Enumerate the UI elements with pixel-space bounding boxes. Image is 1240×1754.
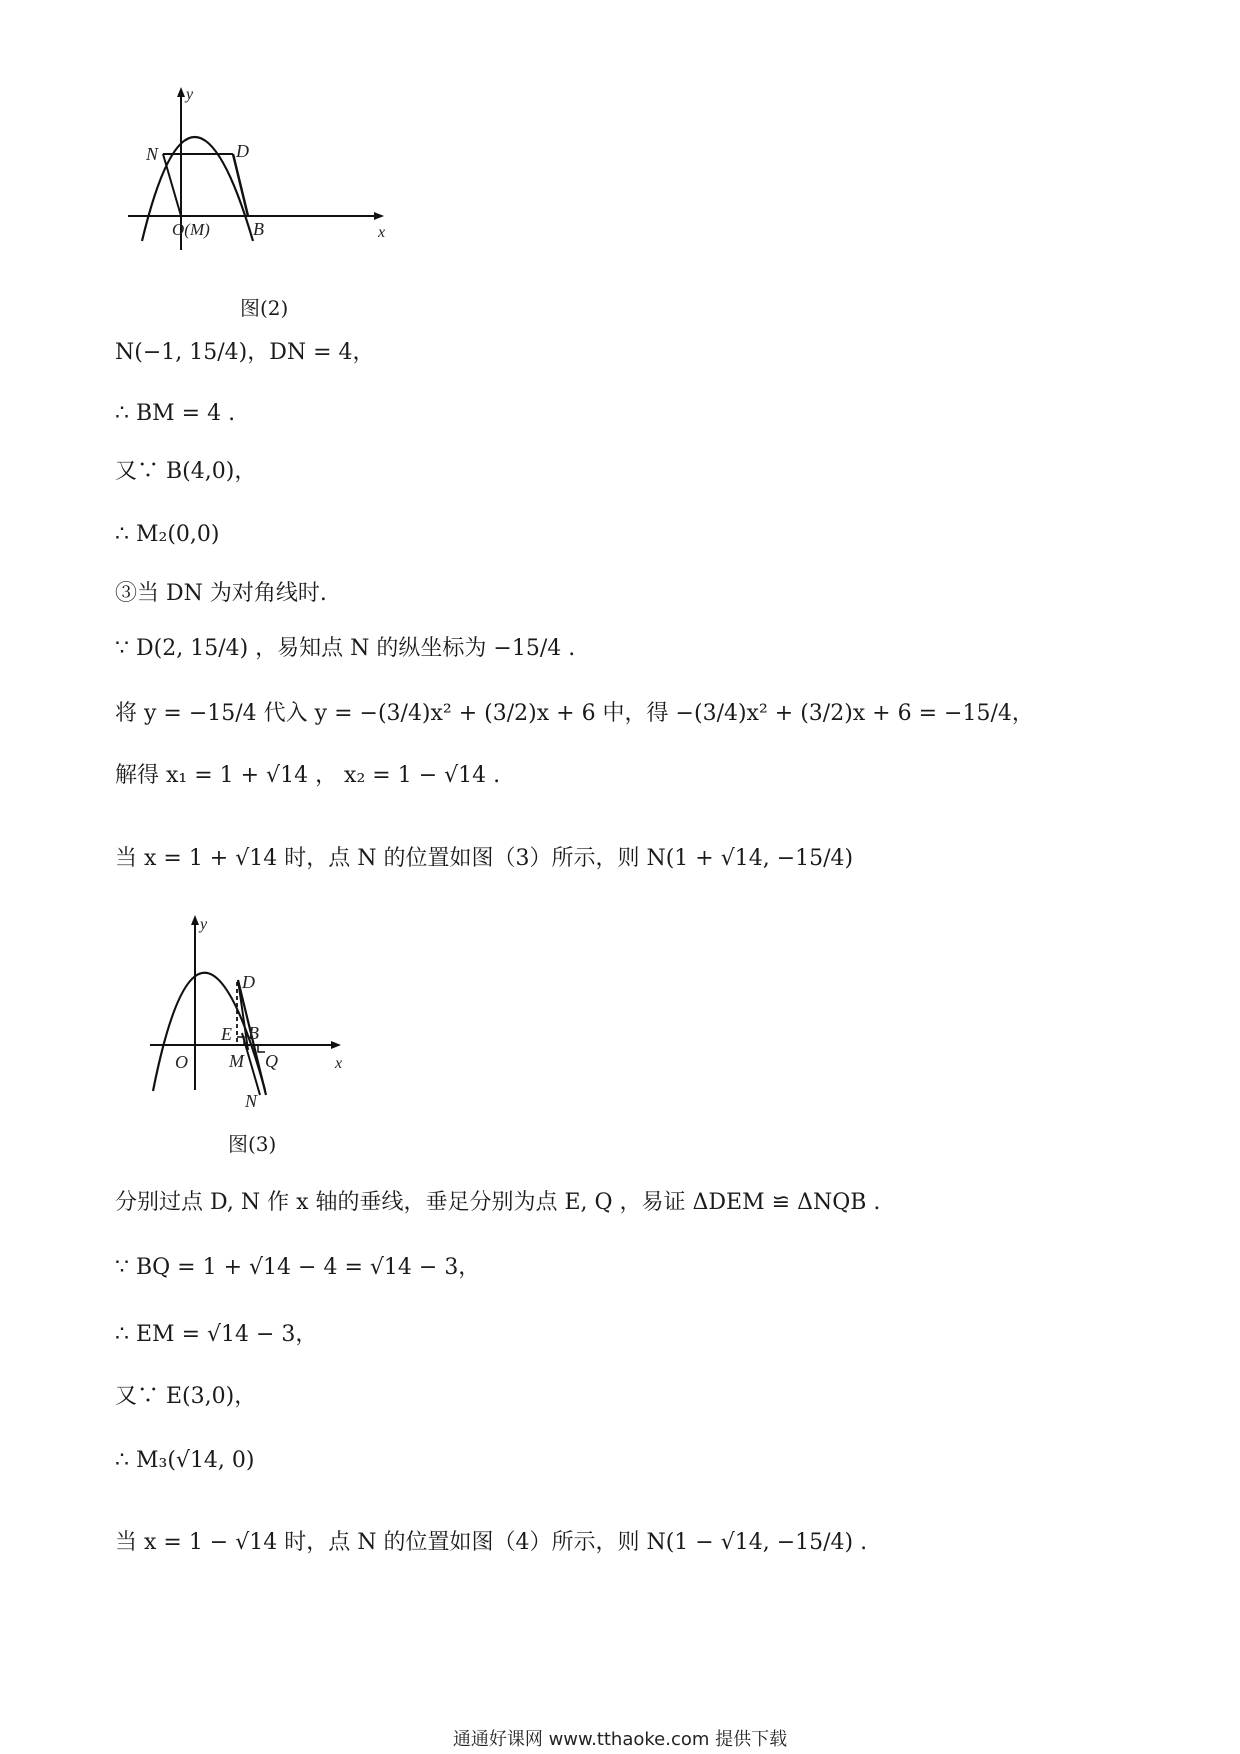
line-12: ∴ EM = √14 − 3， [115,1322,318,1347]
label-D: D [236,141,249,161]
figure-2-caption: 图(2) [240,296,289,320]
line-8: 解得 x₁ = 1 + √14 ， x₂ = 1 − √14 . [115,763,501,788]
line-10: 分别过点 D, N 作 x 轴的垂线，垂足分别为点 E, Q ，易证 ΔDEM ≌ ΔNQB . [115,1190,881,1215]
label-N: N [146,144,159,164]
x-axis-arrow [331,1041,341,1049]
line-7: 将 y = −15/4 代入 y = −(3/4)x² + (3/2)x + 6 中，得 −(3/4)x² + (3/2)x + 6 = −15/4， [115,701,1034,726]
figure-2 [120,85,400,279]
line-3: 又∵ B(4,0)， [115,459,257,484]
label-Q: Q [265,1051,278,1071]
label-B: B [248,1023,259,1043]
label-O: O [175,1052,188,1072]
x-axis-arrow [374,212,384,220]
label-y: y [200,916,208,933]
label-B: B [253,219,264,239]
figure-3-caption: 图(3) [228,1132,277,1156]
right-angle-Q [258,1045,265,1052]
line-9: 当 x = 1 + √14 时，点 N 的位置如图（3）所示，则 N(1 + √14, −15/4) [115,846,854,871]
page-footer: 通通好课网 www.tthaoke.com 提供下载 [452,1729,788,1750]
y-axis-arrow [177,87,185,97]
line-5: ③当 DN 为对角线时. [115,581,327,606]
line-13: 又∵ E(3,0)， [115,1384,257,1409]
figure-2-graph [120,85,400,275]
line-11: ∵ BQ = 1 + √14 − 4 = √14 − 3， [115,1255,481,1280]
label-x: x [335,1055,343,1072]
label-x: x [378,224,386,241]
y-axis-arrow [191,915,199,925]
label-D: D [242,972,255,992]
line-6: ∵ D(2, 15/4) ，易知点 N 的纵坐标为 −15/4 . [115,636,576,661]
figure-3 [145,915,355,1119]
line-14: ∴ M₃(√14, 0) [115,1448,255,1473]
label-N: N [245,1091,258,1111]
line-4: ∴ M₂(0,0) [115,522,220,547]
segment-NM [163,154,181,216]
label-M: M [229,1051,244,1071]
segment-DB [233,154,248,216]
line-2: ∴ BM = 4 . [115,401,236,426]
label-O-M: O(M) [172,220,210,239]
figure-3-graph [145,915,355,1115]
line-15: 当 x = 1 − √14 时，点 N 的位置如图（4）所示，则 N(1 − √14, −15/4) . [115,1530,868,1555]
line-1: N(−1, 15/4)，DN = 4， [115,340,375,365]
label-y: y [186,86,194,103]
label-E: E [221,1024,232,1044]
